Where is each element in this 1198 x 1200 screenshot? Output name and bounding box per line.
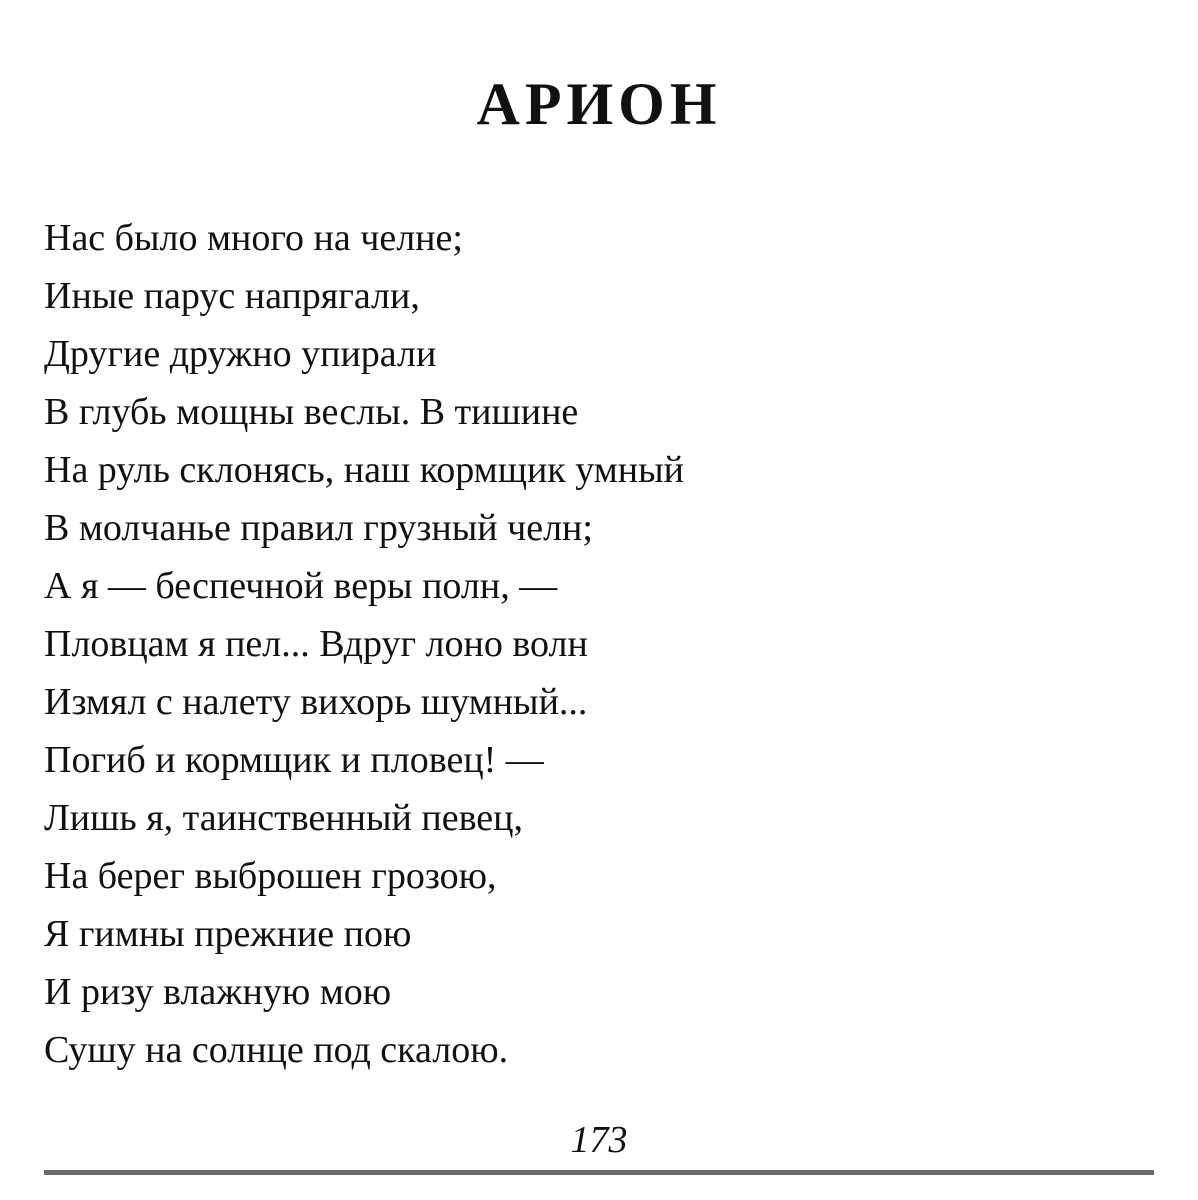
poem-line: И ризу влажную мою bbox=[44, 971, 392, 1013]
poem-body bbox=[44, 209, 684, 1079]
poem-line: Лишь я, таинственный певец, bbox=[44, 797, 524, 839]
poem-line: Другие дружно упирали bbox=[44, 333, 437, 375]
poem-line: Иные парус напрягали, bbox=[44, 275, 420, 317]
footer-divider bbox=[44, 1170, 1154, 1175]
poem-line: На руль склонясь, наш кормщик умный bbox=[44, 449, 685, 491]
poem-line: Погиб и кормщик и пловец! — bbox=[44, 739, 544, 781]
page-number: 173 bbox=[570, 1119, 628, 1161]
poem-line: В глубь мощны веслы. В тишине bbox=[44, 391, 579, 433]
poem-line: Нас было много на челне; bbox=[44, 217, 463, 259]
poem-line: А я — беспечной веры полн, — bbox=[44, 565, 558, 607]
poem-line: Я гимны прежние пою bbox=[44, 913, 412, 955]
poem-line: Пловцам я пел... Вдруг лоно волн bbox=[44, 623, 588, 665]
poem-title: АРИОН bbox=[476, 71, 722, 137]
poem-line: Измял с налету вихорь шумный... bbox=[44, 681, 588, 723]
poem-line: Сушу на солнце под скалою. bbox=[44, 1029, 509, 1071]
poem-line: В молчанье правил грузный челн; bbox=[44, 507, 593, 549]
poem-line: На берег выброшен грозою, bbox=[44, 855, 497, 897]
